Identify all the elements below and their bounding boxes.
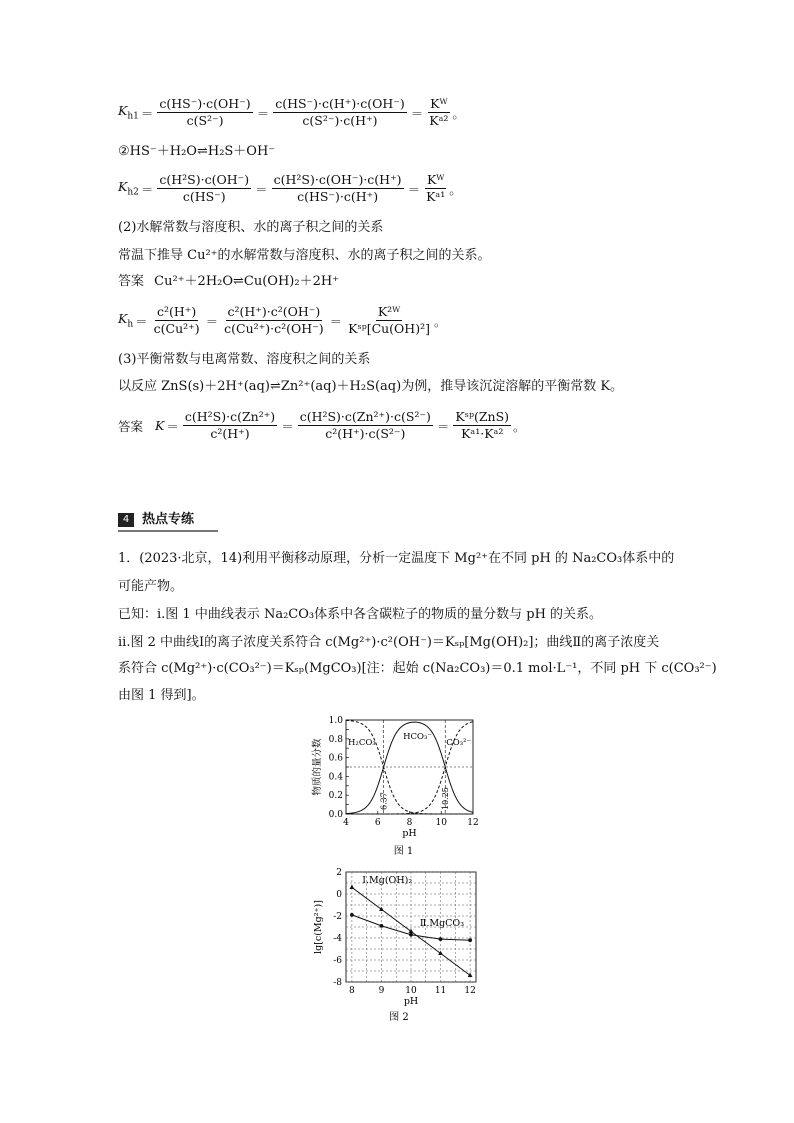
q1-line-6: 由图 1 得到]。 (118, 688, 205, 703)
figure-2-chart (310, 864, 485, 1024)
fig2-point-dot (350, 913, 354, 917)
kh1-fraction-1: $\frac{c(HS^-)\cdot c(OH^-)}{\text{c(S²⁻)}}$ (159, 96, 251, 128)
fig1-ylabel: 物质的量分数 (312, 738, 323, 796)
q1-line-1: 1．(2023·北京，14)利用平衡移动原理，分析一定温度下 Mg²⁺在不同 pH 的 Na₂CO₃体系中的 (118, 551, 675, 566)
fig1-series-label-co3: CO₃²⁻ (446, 738, 471, 748)
fig2-series-label-2: Ⅱ.MgCO₃ (419, 917, 465, 929)
fig1-ytick-label: 1.0 (328, 716, 343, 726)
fig2-point-dot (439, 937, 443, 941)
k-fraction-1: $\frac{\text{c(H²S)·c(Zn²⁺)}}{\text{c²(H⁺)}}$ (184, 409, 276, 441)
answer-label-3: 答案 (118, 418, 144, 434)
fig1-pka-label: 6.37 (379, 792, 389, 810)
equation-kh: $K_h$ ＝ $\frac{\text{c²(H⁺)}}{\text{c(Cu²⁺)}}$ ＝ $\frac{\text{c²(H⁺)·c²(OH⁻)}}{\text{c(Cu²⁺)·c²(OH⁻)}}$ ＝ $\frac{\text{K²ᵂ}}{\text{Kˢᵖ[Cu(OH)²]}}$ 。 (118, 304, 447, 336)
q1-line-4: ii.图 2 中曲线Ⅰ的离子浓度关系符合 c(Mg²⁺)·c²(OH⁻)＝Kₛₚ[Mg(OH)₂]；曲线Ⅱ的离子浓度关 (118, 635, 660, 650)
fig1-pka-label: 10.25 (441, 787, 451, 810)
fig1-xtick-label: 6 (374, 818, 381, 828)
k-fraction-2: $\frac{\text{c(H²S)·c(Zn²⁺)·c(S²⁻)}}{\text{c²(H⁺)·c(S²⁻)}}$ (299, 409, 431, 441)
kh1-lhs: $K_{h1}$ (118, 103, 139, 122)
kh1-fraction-3: $\frac{\text{Kᵂ}}{\text{Kᵃ²}}$ (429, 96, 449, 128)
answer-2 (118, 274, 339, 290)
section-divider (118, 530, 218, 532)
kh-fraction-2: $\frac{\text{c²(H⁺)·c²(OH⁻)}}{\text{c(Cu²⁺)·c²(OH⁻)}}$ (224, 304, 324, 336)
fig2-ytick-label: -6 (333, 956, 342, 966)
figure-1-chart (308, 714, 488, 862)
fig1-ytick-label: 0.0 (328, 810, 343, 820)
section-title: 热点专练 (142, 512, 195, 527)
fig2-xtick-label: 9 (378, 986, 385, 996)
kh-lhs: $K_h$ (118, 311, 134, 330)
reaction-2: ②HS⁻＋H₂O⇌H₂S＋OH⁻ (118, 144, 276, 159)
heading-2: (2)水解常数与溶度积、水的离子积之间的关系 (118, 220, 384, 235)
equation-k: 答案 K ＝ $\frac{\text{c(H²S)·c(Zn²⁺)}}{\text{c²(H⁺)}}$ ＝ $\frac{\text{c(H²S)·c(Zn²⁺)·c(S²⁻)}}{\text{c²(H⁺)·c(S²⁻)}}$ ＝ $\frac{\text{Kˢᵖ(ZnS)}}{\text{Kᵃ¹·Kᵃ²}}$ 。 (118, 409, 526, 441)
fig2-point-triangle (438, 951, 443, 955)
fig2-point-triangle (350, 885, 355, 889)
q1-line-2: 可能产物。 (118, 579, 184, 594)
fig2-point-dot (380, 924, 384, 928)
fig2-caption: 图 2 (389, 1012, 409, 1023)
fig1-series-label-h2co3: H₂CO₃ (348, 738, 376, 748)
q1-line-3: 已知：i.图 1 中曲线表示 Na₂CO₃体系中各含碳粒子的物质的量分数与 pH 的关系。 (118, 607, 603, 622)
fig2-ytick-label: 0 (336, 890, 342, 900)
kh2-fraction-2: $\frac{\text{c(H²S)·c(OH⁻)·c(H⁺)}}{c(HS^-)\cdot c(H^+)}$ (273, 172, 402, 204)
paragraph-3: 以反应 ZnS(s)＋2H⁺(aq)⇌Zn²⁺(aq)＋H₂S(aq)为例，推导该沉淀溶解的平衡常数 K。 (118, 379, 624, 394)
fig2-ytick-label: -4 (333, 934, 342, 944)
fig1-caption: 图 1 (393, 846, 414, 857)
fig2-xtick-label: 11 (434, 986, 447, 996)
fig2-point-triangle (379, 907, 384, 911)
answer-label: 答案 (118, 274, 145, 289)
section-number-icon: 4 (118, 513, 134, 527)
k-lhs: K (155, 418, 165, 433)
fig1-xtick-label: 4 (343, 818, 349, 828)
fig2-point-triangle (468, 973, 473, 977)
fig2-xtick-label: 8 (349, 986, 355, 996)
kh-fraction-1: $\frac{\text{c²(H⁺)}}{\text{c(Cu²⁺)}}$ (153, 304, 200, 336)
kh2-lhs: $K_{h2}$ (118, 179, 139, 198)
fig1-xtick-label: 12 (467, 818, 479, 828)
paragraph-2: 常温下推导 Cu²⁺的水解常数与溶度积、水的离子积之间的关系。 (118, 248, 491, 263)
fig2-ytick-label: -8 (333, 978, 342, 988)
answer-2-reaction: Cu²⁺＋2H₂O⇌Cu(OH)₂＋2H⁺ (154, 274, 340, 289)
fig2-xtick-label: 10 (405, 986, 417, 996)
fig2-xlabel: pH (403, 996, 419, 1007)
fig1-xtick-label: 10 (435, 818, 447, 828)
kh2-fraction-1: $\frac{\text{c(H²S)·c(OH⁻)}}{c(HS^-)}$ (159, 172, 250, 204)
equation-kh2: $K_{h2}$ ＝ $\frac{\text{c(H²S)·c(OH⁻)}}{c(HS^-)}$ ＝ $\frac{\text{c(H²S)·c(OH⁻)·c(H⁺)}}{c(HS^-)\cdot c(H^+)}$ ＝ $\frac{\text{Kᵂ}}{\text{Kᵃ¹}}$ 。 (118, 172, 462, 204)
fig2-ytick-label: 2 (336, 868, 342, 878)
kh2-fraction-3: $\frac{\text{Kᵂ}}{\text{Kᵃ¹}}$ (426, 172, 446, 204)
fig2-point-triangle (409, 929, 414, 933)
fig1-xlabel: pH (402, 828, 417, 839)
heading-3: (3)平衡常数与电离常数、溶度积之间的关系 (118, 352, 371, 367)
fig1-series-label-hco3: HCO₃⁻ (403, 732, 432, 742)
fig2-ylabel: lg[c(Mg²⁺)] (313, 900, 324, 954)
equation-kh1: $K_{h1}$ ＝ $\frac{c(HS^-)\cdot c(OH^-)}{\text{c(S²⁻)}}$ ＝ $\frac{c(HS^-)\cdot c(H^+)\cdot c(OH^-)}{\text{c(S²⁻)·c(H⁺)}}$ ＝ $\frac{\text{Kᵂ}}{\text{Kᵃ²}}$ 。 (118, 96, 465, 128)
fig2-series-label-1: Ⅰ.Mg(OH)₂ (362, 875, 413, 886)
fig1-ytick-label: 0.6 (328, 753, 343, 764)
kh-fraction-3: $\frac{\text{K²ᵂ}}{\text{Kˢᵖ[Cu(OH)²]}}$ (348, 304, 430, 336)
fig2-ytick-label: -2 (333, 912, 342, 922)
fig2-point-dot (468, 938, 472, 942)
kh1-fraction-2: $\frac{c(HS^-)\cdot c(H^+)\cdot c(OH^-)}{\text{c(S²⁻)·c(H⁺)}}$ (275, 96, 405, 128)
fig2-point-dot (409, 933, 413, 937)
q1-line-5: 系符合 c(Mg²⁺)·c(CO₃²⁻)＝Kₛₚ(MgCO₃)[注：起始 c(Na₂CO₃)＝0.1 mol·L⁻¹，不同 pH 下 c(CO₃²⁻) (118, 661, 717, 676)
k-fraction-3: $\frac{\text{Kˢᵖ(ZnS)}}{\text{Kᵃ¹·Kᵃ²}}$ (455, 409, 510, 441)
fig1-ytick-label: 0.4 (328, 772, 343, 783)
fig1-ytick-label: 0.8 (328, 734, 343, 745)
fig1-ytick-label: 0.2 (328, 791, 343, 802)
fig2-xtick-label: 12 (464, 986, 476, 996)
fig1-xtick-label: 8 (406, 818, 413, 828)
